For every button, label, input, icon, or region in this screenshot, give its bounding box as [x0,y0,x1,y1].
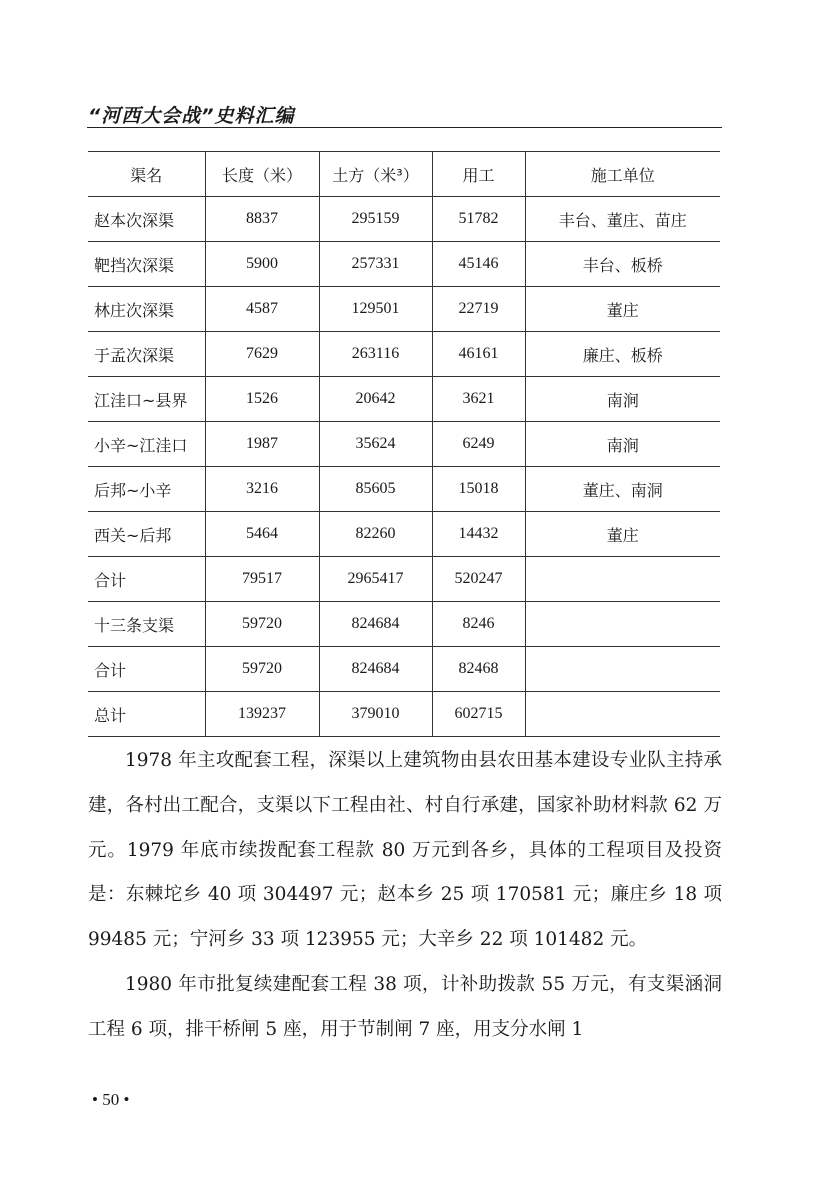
canal-name-cell: 江洼口~县界 [88,377,205,422]
table-cell: 824684 [319,602,432,647]
construction-unit-cell [525,602,720,647]
column-header: 长度（米） [205,152,319,197]
construction-unit-cell [525,647,720,692]
column-header: 施工单位 [525,152,720,197]
table-cell: 46161 [432,332,525,377]
table-cell: 15018 [432,467,525,512]
table-cell: 22719 [432,287,525,332]
table-cell: 45146 [432,242,525,287]
body-text [88,739,722,1053]
table-cell: 3216 [205,467,319,512]
table-cell: 85605 [319,467,432,512]
table-cell: 2965417 [319,557,432,602]
construction-unit-cell: 董庄 [525,512,720,557]
table-cell: 35624 [319,422,432,467]
canal-name-cell: 西关~后邦 [88,512,205,557]
table-row [88,467,720,512]
table-row [88,377,720,422]
canal-name-cell: 十三条支渠 [88,602,205,647]
table-cell: 5464 [205,512,319,557]
table-row [88,422,720,467]
table-cell: 1987 [205,422,319,467]
table-cell: 295159 [319,197,432,242]
construction-unit-cell: 丰台、板桥 [525,242,720,287]
construction-unit-cell: 丰台、董庄、苗庄 [525,197,720,242]
canal-name-cell: 赵本次深渠 [88,197,205,242]
table-cell: 8246 [432,602,525,647]
table-cell: 51782 [432,197,525,242]
table-cell: 8837 [205,197,319,242]
table-row [88,242,720,287]
table-cell: 263116 [319,332,432,377]
table-cell: 1526 [205,377,319,422]
canal-works-table [88,151,720,737]
table-cell: 824684 [319,647,432,692]
construction-unit-cell: 董庄、南洞 [525,467,720,512]
table-cell: 7629 [205,332,319,377]
paragraph: 1978 年主攻配套工程，深渠以上建筑物由县农田基本建设专业队主持承建，各村出工配合，支渠以下工程由社、村自行承建，国家补助材料款 62 万元。1979 年底市续拨配套工程款 80 万元到各乡，具体的工程项目及投资是：东棘坨乡 40 项 304497 元；赵本乡 25 项 170581 元；廉庄乡 18 项 99485 元；宁河乡 33 项 123955 元；大辛乡 22 项 101482 元。 [88,750,722,951]
table-cell: 79517 [205,557,319,602]
column-header: 土方（米³） [319,152,432,197]
canal-name-cell: 林庄次深渠 [88,287,205,332]
table-row [88,197,720,242]
table-cell: 82468 [432,647,525,692]
construction-unit-cell [525,557,720,602]
page-number: • 50 • [92,1090,130,1109]
table-row [88,602,720,647]
canal-name-cell: 于孟次深渠 [88,332,205,377]
canal-name-cell: 总计 [88,692,205,737]
table-row [88,692,720,737]
construction-unit-cell [525,692,720,737]
table-cell: 4587 [205,287,319,332]
table-cell: 257331 [319,242,432,287]
table-cell: 59720 [205,647,319,692]
table-header-row [88,152,720,197]
table-cell: 82260 [319,512,432,557]
construction-unit-cell: 南涧 [525,377,720,422]
table-row [88,647,720,692]
canal-name-cell: 合计 [88,647,205,692]
column-header: 渠名 [88,152,205,197]
paragraph: 1980 年市批复续建配套工程 38 项，计补助拨款 55 万元，有支渠涵洞工程 6 项，排干桥闸 5 座，用于节制闸 7 座，用支分水闸 1 [88,973,722,1040]
table-cell: 59720 [205,602,319,647]
canal-name-cell: 合计 [88,557,205,602]
construction-unit-cell: 南涧 [525,422,720,467]
table-row [88,287,720,332]
table-cell: 6249 [432,422,525,467]
table-cell: 14432 [432,512,525,557]
table-row [88,512,720,557]
construction-unit-cell: 董庄 [525,287,720,332]
header-rule [87,127,722,128]
table-cell: 520247 [432,557,525,602]
canal-name-cell: 小辛~江洼口 [88,422,205,467]
table-row [88,557,720,602]
canal-name-cell: 靶挡次深渠 [88,242,205,287]
table-cell: 20642 [319,377,432,422]
table-cell: 5900 [205,242,319,287]
table-cell: 129501 [319,287,432,332]
running-title: “河西大会战”史料汇编 [88,105,295,127]
table-cell: 379010 [319,692,432,737]
table-cell: 3621 [432,377,525,422]
construction-unit-cell: 廉庄、板桥 [525,332,720,377]
table-body [88,197,720,737]
column-header: 用工 [432,152,525,197]
table-row [88,332,720,377]
canal-name-cell: 后邦~小辛 [88,467,205,512]
table-cell: 139237 [205,692,319,737]
table-cell: 602715 [432,692,525,737]
